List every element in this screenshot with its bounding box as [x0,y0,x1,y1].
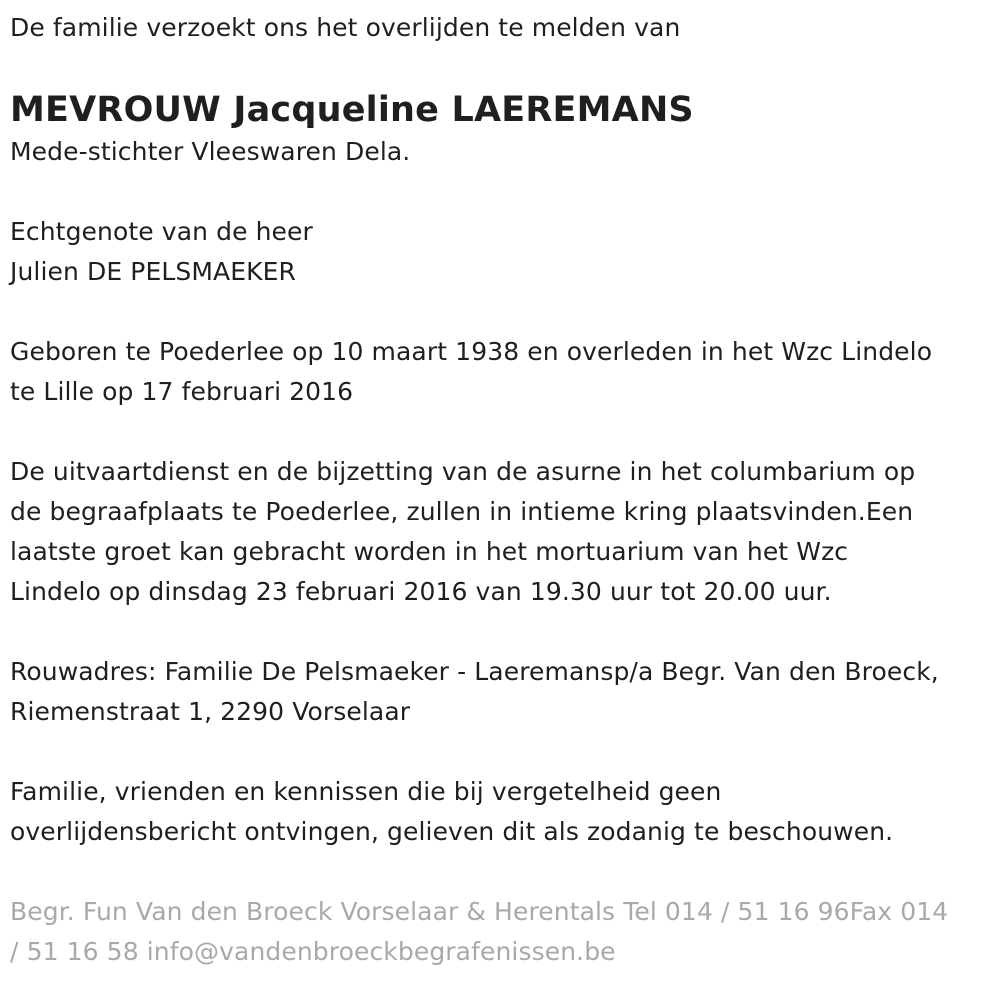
ceremony-line-1: De uitvaartdienst en de bijzetting van de asurne in het columbarium op [10,457,916,486]
closing-line-2: overlijdensbericht ontvingen, gelieven dit als zodanig te beschouwen. [10,817,894,846]
spouse-block [10,212,992,292]
birth-death-line-1: Geboren te Poederlee op 10 maart 1938 en overleden in het Wzc Lindelo [10,337,933,366]
footer-line-2: / 51 16 58 info@vandenbroeckbegrafenissen.be [10,937,616,966]
funeral-home-footer [10,892,992,972]
closing-line-1: Familie, vrienden en kennissen die bij vergetelheid geen [10,777,722,806]
deceased-name: MEVROUW Jacqueline LAEREMANS [10,90,694,130]
address-block [10,652,992,732]
spouse-line-2: Julien DE PELSMAEKER [10,257,296,286]
role-text: Mede-stichter Vleeswaren Dela. [10,137,411,166]
ceremony-block [10,452,992,612]
ceremony-line-2: de begraafplaats te Poederlee, zullen in intieme kring plaatsvinden.Een [10,497,914,526]
spouse-line-1: Echtgenote van de heer [10,217,313,246]
address-line-1: Rouwadres: Familie De Pelsmaeker - Laeremansp/a Begr. Van den Broeck, [10,657,939,686]
ceremony-line-4: Lindelo op dinsdag 23 februari 2016 van 19.30 uur tot 20.00 uur. [10,577,832,606]
birth-death-block [10,332,992,412]
birth-death-line-2: te Lille op 17 februari 2016 [10,377,354,406]
intro-text: De familie verzoekt ons het overlijden te melden van [10,13,681,42]
role-block [10,132,992,172]
footer-line-1: Begr. Fun Van den Broeck Vorselaar & Herentals Tel 014 / 51 16 96Fax 014 [10,897,949,926]
obituary-notice [10,8,992,972]
ceremony-line-3: laatste groet kan gebracht worden in het mortuarium van het Wzc [10,537,849,566]
closing-block [10,772,992,852]
address-line-2: Riemenstraat 1, 2290 Vorselaar [10,697,411,726]
